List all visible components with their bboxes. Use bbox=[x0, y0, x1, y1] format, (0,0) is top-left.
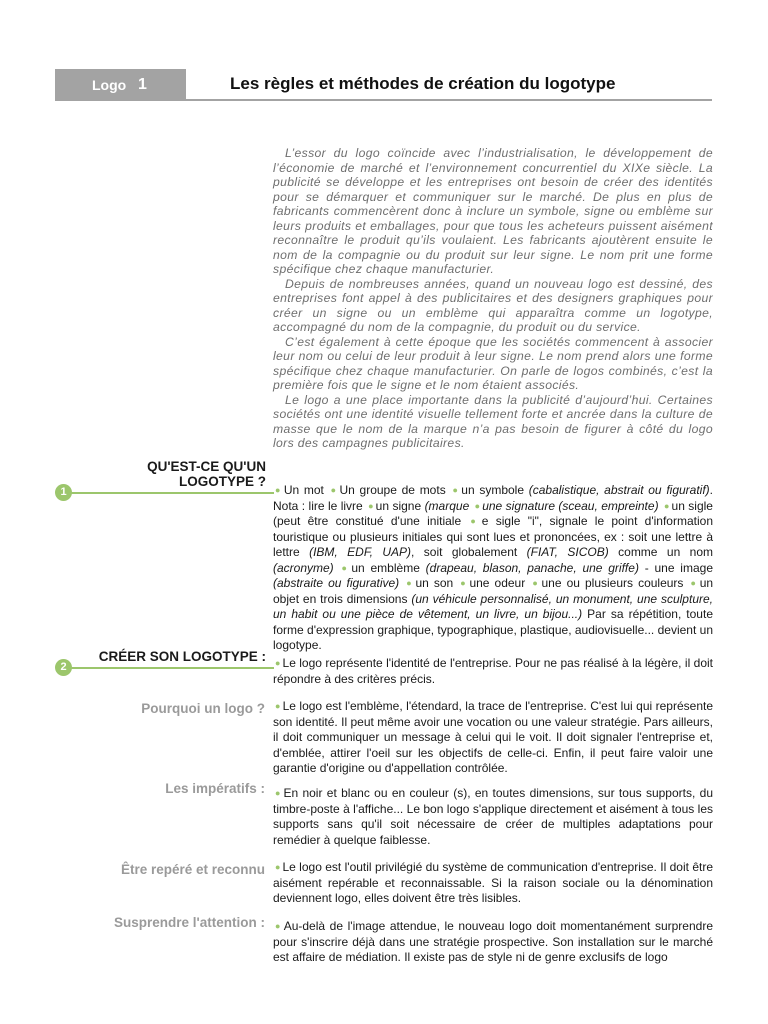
section-2-title: CRÉER SON LOGOTYPE : bbox=[98, 649, 266, 664]
subsection-body: En noir et blanc ou en couleur (s), en toutes dimensions, sur tous supports, du timbre-poste à l'affiche... Le bon logo s'applique directement et aisément à tous les supports sans qu'il soit nécessaire de créer de multiples adaptations pour remédier à quelque faiblesse. bbox=[273, 786, 713, 847]
def-item-italic: (abstraite ou figurative) bbox=[273, 576, 400, 590]
def-item: Un groupe de mots bbox=[339, 483, 446, 497]
def-item: un sigle (peut être constitué d'une initiale bbox=[273, 498, 713, 528]
subsection-label: Les impératifs : bbox=[165, 781, 265, 796]
def-item: . Nota : lire le livre bbox=[273, 483, 714, 513]
bullet-icon: ● bbox=[470, 516, 480, 526]
bullet-icon: ● bbox=[275, 658, 281, 668]
chapter-label: Logo bbox=[92, 77, 127, 93]
def-item-italic: (drapeau, blason, panache, une griffe) bbox=[425, 560, 639, 575]
def-item-italic: (acronyme) bbox=[273, 560, 334, 575]
section-2-badge: 2 bbox=[55, 659, 72, 676]
section-1-title bbox=[60, 459, 266, 489]
def-item: e sigle "i", signale le point d'information touristique ou plusieurs initiales qui sont lues et prononcées, ex : soit une lettre à lettre bbox=[273, 514, 713, 559]
section-1-title-line1: QU'EST-CE QU'UN bbox=[147, 459, 266, 474]
creer-intro-text: Le logo représente l'identité de l'entreprise. Pour ne pas réalisé à la légère, il doit répondre à des critères précis. bbox=[273, 656, 714, 686]
subsection-text bbox=[273, 860, 713, 907]
section-1-title-line2: LOGOTYPE ? bbox=[178, 474, 266, 489]
def-item: - une image bbox=[638, 560, 713, 575]
bullet-icon: ● bbox=[406, 578, 414, 588]
bullet-icon: ● bbox=[275, 862, 281, 872]
def-item-italic: (cabalistique, abstrait ou figuratif) bbox=[528, 483, 710, 497]
page-title: Les règles et méthodes de création du logotype bbox=[230, 74, 616, 93]
subsection-text bbox=[273, 699, 713, 777]
subsection-text bbox=[273, 786, 713, 848]
definition-text bbox=[273, 483, 713, 654]
intro-paragraph: Depuis de nombreuses années, quand un nouveau logo est dessiné, des entreprises font appel à des publicitaires et des designers graphiques pour créer un signe ou un emblème qui apparaîtra comme un logotype, accompagné du nom de la compagnie, du produit ou du service. bbox=[273, 276, 713, 334]
bullet-icon: ● bbox=[275, 921, 282, 931]
def-item-italic: (un véhicule personnalisé, un monument, une sculpture, un habit ou une pièce de vêtement, un livre, un bijou...) bbox=[273, 591, 713, 621]
intro-paragraph: C’est également à cette époque que les sociétés commencent à associer leur nom ou celui de leur produit à leur signe. Le nom prend alors une forme spécifique chez chaque manufacturier. On parle de logos combinés, c’est la première fois que le signe et le nom étaient associés. bbox=[273, 334, 713, 392]
def-item-italic: (marque bbox=[424, 498, 470, 513]
def-item: un objet en trois dimensions bbox=[273, 576, 714, 606]
def-item: une ou plusieurs couleurs bbox=[541, 576, 684, 590]
bullet-icon: ● bbox=[690, 578, 698, 588]
chapter-number: 1 bbox=[138, 76, 147, 93]
def-item: un son bbox=[415, 576, 454, 590]
bullet-icon: ● bbox=[664, 500, 670, 511]
def-item-italic: (FIAT, SICOB) bbox=[526, 545, 609, 559]
intro-paragraph: L’essor du logo coïncide avec l’industrialisation, le développement de l’économie de marché et l’environnement concurrentiel du XIXe siècle. La publicité se développe et les entreprises ont besoin de créer des identités pour se démarquer et communiquer sur le marché. De plus en plus de fabricants commencèrent donc à inclure un symbole, signe ou emblème sur leurs produits et emballages, pour que tous les acheteurs puissent aisément reconnaître le produit qu’ils voulaient. Les fabricants ajoutèrent ensuite le nom de la compagnie ou du produit sur leur signe. Le nom prit une forme spécifique chez chaque manufacturier. bbox=[273, 146, 713, 276]
bullet-icon: ● bbox=[275, 701, 281, 711]
header-rule bbox=[186, 99, 712, 101]
bullet-icon: ● bbox=[368, 500, 374, 511]
section-1-rule bbox=[62, 492, 274, 494]
bullet-icon: ● bbox=[341, 562, 350, 573]
bullet-icon: ● bbox=[460, 578, 468, 588]
def-item-italic: une signature (sceau, empreinte) bbox=[482, 498, 659, 513]
def-item-italic: (IBM, EDF, UAP) bbox=[309, 545, 412, 559]
chapter-tab bbox=[55, 69, 186, 101]
bullet-icon: ● bbox=[275, 485, 282, 495]
intro-paragraph: Le logo a une place importante dans la publicité d’aujourd’hui. Certaines sociétés ont une identité visuelle tellement forte et ancrée dans la culture de masse que le nom de la marque n’a pas besoin de figurer à côté du logo lors des campagnes publicitaires. bbox=[273, 392, 713, 450]
def-item: une odeur bbox=[469, 576, 526, 590]
def-item: Un mot bbox=[283, 483, 324, 497]
bullet-icon: ● bbox=[330, 485, 338, 495]
creer-intro bbox=[273, 656, 713, 687]
subsection-label: Être repéré et reconnu bbox=[120, 862, 265, 877]
section-1-badge: 1 bbox=[55, 484, 72, 501]
bullet-icon: ● bbox=[275, 788, 282, 798]
bullet-icon: ● bbox=[474, 500, 481, 511]
subsection-label: Pourquoi un logo ? bbox=[141, 701, 265, 716]
subsection-body: Le logo est l'emblème, l'étendard, la trace de l'entreprise. C'est lui qui représente son identité. Il peut même avoir une vocation ou une valeur stratégie. Pars ailleurs, il doit communiquer un message à celui qui le voit. Il doit signaler l'entreprise et, d'emblée, attirer l'oeil sur les objectifs de celle-ci. Enfin, il peut faire valoir une garantie d'origine ou d'appellation contrôlée. bbox=[273, 699, 713, 775]
section-2-rule bbox=[62, 667, 274, 669]
def-item: Par sa répétition, toute forme d'expression graphique, typographique, plastique, audiovisuelle... devient un logotype. bbox=[273, 607, 713, 652]
def-item: comme un nom bbox=[608, 545, 713, 559]
bullet-icon: ● bbox=[452, 485, 460, 495]
subsection-body: Le logo est l'outil privilégié du système de communication d'entreprise. Il doit être aisément repérable et reconnaissable. Si la raison sociale ou la dénomination deviennent logo, elles doivent être très lisibles. bbox=[273, 860, 713, 905]
def-item: , soit globalement bbox=[411, 545, 527, 559]
bullet-icon: ● bbox=[532, 578, 540, 588]
subsection-label: Susprendre l'attention : bbox=[114, 915, 265, 930]
subsection-body: Au-delà de l'image attendue, le nouveau logo doit momentanément surprendre pour s'inscrire déjà dans une stratégie prospective. Son installation sur le marché est affaire de médiation. Il existe pas de style ni de genre exclusifs de logo bbox=[273, 919, 713, 964]
def-item: un emblème bbox=[351, 560, 426, 575]
def-item: un symbole bbox=[461, 483, 529, 497]
intro-text bbox=[273, 146, 713, 451]
def-item: un signe bbox=[375, 498, 425, 513]
subsection-text bbox=[273, 919, 713, 966]
